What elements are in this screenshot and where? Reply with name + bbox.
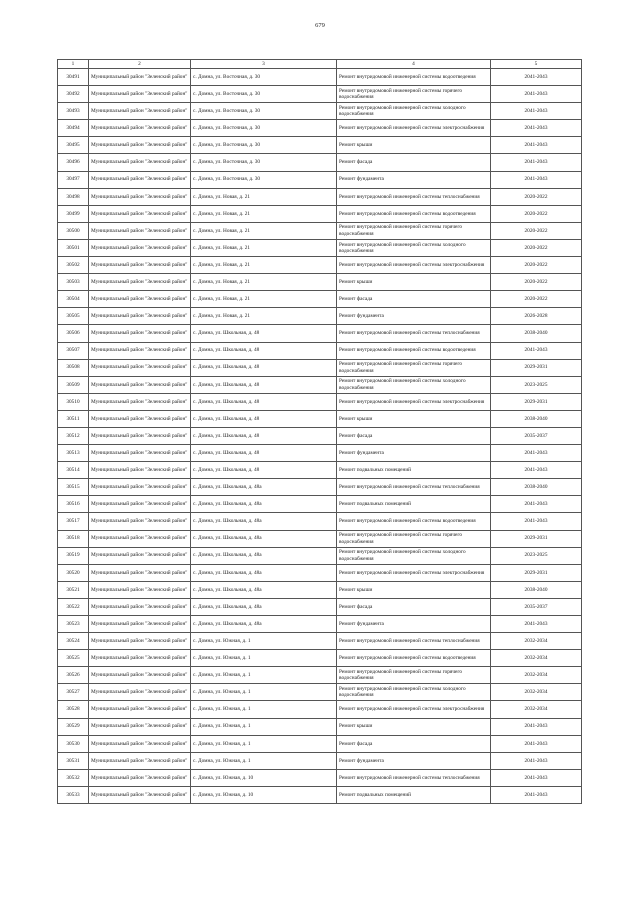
period-cell: 2029-2031 xyxy=(491,530,582,547)
period-cell: 2029-2031 xyxy=(491,359,582,376)
address-cell: с. Домна, ул. Школьная, д. 48 xyxy=(191,410,337,427)
page-number: 679 xyxy=(315,22,325,29)
row-number: 30522 xyxy=(58,598,89,615)
period-cell: 2035-2037 xyxy=(491,598,582,615)
period-cell: 2041-2043 xyxy=(491,69,582,86)
work-type-cell: Ремонт крыши xyxy=(337,274,491,291)
address-cell: с. Домна, ул. Южная, д. 1 xyxy=(191,667,337,684)
work-type-cell: Ремонт подвальных помещений xyxy=(337,786,491,803)
row-number: 30495 xyxy=(58,137,89,154)
work-type-cell: Ремонт крыши xyxy=(337,718,491,735)
district-cell: Муниципальный район "Зеленский район" xyxy=(89,445,191,462)
district-cell: Муниципальный район "Зеленский район" xyxy=(89,137,191,154)
table-row xyxy=(58,222,582,239)
row-number: 30523 xyxy=(58,616,89,633)
table-row xyxy=(58,530,582,547)
period-cell: 2020-2022 xyxy=(491,239,582,256)
row-number: 30518 xyxy=(58,530,89,547)
row-number: 30512 xyxy=(58,427,89,444)
address-cell: с. Домна, ул. Школьная, д. 48а xyxy=(191,581,337,598)
district-cell: Муниципальный район "Зеленский район" xyxy=(89,291,191,308)
district-cell: Муниципальный район "Зеленский район" xyxy=(89,376,191,393)
work-type-cell: Ремонт фасада xyxy=(337,598,491,615)
district-cell: Муниципальный район "Зеленский район" xyxy=(89,257,191,274)
period-cell: 2041-2043 xyxy=(491,137,582,154)
period-cell: 2035-2037 xyxy=(491,427,582,444)
period-cell: 2032-2034 xyxy=(491,684,582,701)
registry-table xyxy=(57,59,582,804)
address-cell: с. Домна, ул. Южная, д. 1 xyxy=(191,752,337,769)
row-number: 30496 xyxy=(58,154,89,171)
table-row xyxy=(58,393,582,410)
period-cell: 2041-2043 xyxy=(491,513,582,530)
period-cell: 2041-2043 xyxy=(491,103,582,120)
row-number: 30527 xyxy=(58,684,89,701)
work-type-cell: Ремонт фундамента xyxy=(337,752,491,769)
work-type-cell: Ремонт внутридомовой инженерной системы теплоснабжения xyxy=(337,188,491,205)
row-number: 30524 xyxy=(58,633,89,650)
address-cell: с. Домна, ул. Школьная, д. 48а xyxy=(191,513,337,530)
table-row xyxy=(58,291,582,308)
row-number: 30497 xyxy=(58,171,89,188)
work-type-cell: Ремонт внутридомовой инженерной системы холодного водоснабжения xyxy=(337,547,491,564)
table-row xyxy=(58,274,582,291)
table-row xyxy=(58,769,582,786)
table-row xyxy=(58,171,582,188)
row-number: 30494 xyxy=(58,120,89,137)
work-type-cell: Ремонт внутридомовой инженерной системы водоотведения xyxy=(337,650,491,667)
period-cell: 2020-2022 xyxy=(491,291,582,308)
district-cell: Муниципальный район "Зеленский район" xyxy=(89,479,191,496)
district-cell: Муниципальный район "Зеленский район" xyxy=(89,598,191,615)
row-number: 30504 xyxy=(58,291,89,308)
table-row xyxy=(58,701,582,718)
period-cell: 2041-2043 xyxy=(491,786,582,803)
table-row xyxy=(58,752,582,769)
district-cell: Муниципальный район "Зеленский район" xyxy=(89,547,191,564)
district-cell: Муниципальный район "Зеленский район" xyxy=(89,667,191,684)
district-cell: Муниципальный район "Зеленский район" xyxy=(89,684,191,701)
row-number: 30498 xyxy=(58,188,89,205)
district-cell: Муниципальный район "Зеленский район" xyxy=(89,103,191,120)
address-cell: с. Домна, ул. Школьная, д. 48а xyxy=(191,564,337,581)
work-type-cell: Ремонт внутридомовой инженерной системы теплоснабжения xyxy=(337,325,491,342)
district-cell: Муниципальный район "Зеленский район" xyxy=(89,752,191,769)
row-number: 30509 xyxy=(58,376,89,393)
address-cell: с. Домна, ул. Южная, д. 1 xyxy=(191,633,337,650)
period-cell: 2041-2043 xyxy=(491,120,582,137)
address-cell: с. Домна, ул. Восточная, д. 30 xyxy=(191,171,337,188)
column-number-row xyxy=(58,60,582,69)
district-cell: Муниципальный район "Зеленский район" xyxy=(89,154,191,171)
row-number: 30501 xyxy=(58,239,89,256)
district-cell: Муниципальный район "Зеленский район" xyxy=(89,171,191,188)
address-cell: с. Домна, ул. Школьная, д. 48 xyxy=(191,393,337,410)
district-cell: Муниципальный район "Зеленский район" xyxy=(89,342,191,359)
address-cell: с. Домна, ул. Южная, д. 1 xyxy=(191,684,337,701)
address-cell: с. Домна, ул. Школьная, д. 48а xyxy=(191,547,337,564)
row-number: 30511 xyxy=(58,410,89,427)
row-number: 30505 xyxy=(58,308,89,325)
district-cell: Муниципальный район "Зеленский район" xyxy=(89,274,191,291)
district-cell: Муниципальный район "Зеленский район" xyxy=(89,496,191,513)
work-type-cell: Ремонт внутридомовой инженерной системы холодного водоснабжения xyxy=(337,684,491,701)
address-cell: с. Домна, ул. Восточная, д. 30 xyxy=(191,69,337,86)
district-cell: Муниципальный район "Зеленский район" xyxy=(89,359,191,376)
row-number: 30525 xyxy=(58,650,89,667)
address-cell: с. Домна, ул. Восточная, д. 30 xyxy=(191,86,337,103)
table-row xyxy=(58,667,582,684)
address-cell: с. Домна, ул. Школьная, д. 48а xyxy=(191,616,337,633)
work-type-cell: Ремонт внутридомовой инженерной системы водоотведения xyxy=(337,69,491,86)
district-cell: Муниципальный район "Зеленский район" xyxy=(89,120,191,137)
row-number: 30515 xyxy=(58,479,89,496)
period-cell: 2023-2025 xyxy=(491,547,582,564)
row-number: 30514 xyxy=(58,462,89,479)
address-cell: с. Домна, ул. Восточная, д. 30 xyxy=(191,103,337,120)
period-cell: 2038-2040 xyxy=(491,325,582,342)
row-number: 30532 xyxy=(58,769,89,786)
work-type-cell: Ремонт внутридомовой инженерной системы электроснабжения xyxy=(337,120,491,137)
district-cell: Муниципальный район "Зеленский район" xyxy=(89,786,191,803)
work-type-cell: Ремонт фундамента xyxy=(337,308,491,325)
period-cell: 2023-2025 xyxy=(491,376,582,393)
table-row xyxy=(58,616,582,633)
period-cell: 2041-2043 xyxy=(491,496,582,513)
work-type-cell: Ремонт фундамента xyxy=(337,171,491,188)
table-row xyxy=(58,513,582,530)
row-number: 30492 xyxy=(58,86,89,103)
row-number: 30503 xyxy=(58,274,89,291)
table-row xyxy=(58,188,582,205)
row-number: 30521 xyxy=(58,581,89,598)
work-type-cell: Ремонт внутридомовой инженерной системы электроснабжения xyxy=(337,393,491,410)
work-type-cell: Ремонт подвальных помещений xyxy=(337,462,491,479)
work-type-cell: Ремонт фасада xyxy=(337,291,491,308)
table-row xyxy=(58,462,582,479)
table-row xyxy=(58,496,582,513)
column-header: 1 xyxy=(58,60,89,69)
work-type-cell: Ремонт внутридомовой инженерной системы электроснабжения xyxy=(337,701,491,718)
table-row xyxy=(58,103,582,120)
district-cell: Муниципальный район "Зеленский район" xyxy=(89,393,191,410)
period-cell: 2041-2043 xyxy=(491,735,582,752)
table-row xyxy=(58,376,582,393)
work-type-cell: Ремонт крыши xyxy=(337,137,491,154)
work-type-cell: Ремонт внутридомовой инженерной системы холодного водоснабжения xyxy=(337,103,491,120)
address-cell: с. Домна, ул. Восточная, д. 30 xyxy=(191,154,337,171)
row-number: 30507 xyxy=(58,342,89,359)
district-cell: Муниципальный район "Зеленский район" xyxy=(89,462,191,479)
address-cell: с. Домна, ул. Южная, д. 1 xyxy=(191,701,337,718)
period-cell: 2041-2043 xyxy=(491,769,582,786)
address-cell: с. Домна, ул. Школьная, д. 48а xyxy=(191,479,337,496)
row-number: 30519 xyxy=(58,547,89,564)
district-cell: Муниципальный район "Зеленский район" xyxy=(89,69,191,86)
district-cell: Муниципальный район "Зеленский район" xyxy=(89,581,191,598)
work-type-cell: Ремонт внутридомовой инженерной системы горячего водоснабжения xyxy=(337,359,491,376)
work-type-cell: Ремонт фундамента xyxy=(337,445,491,462)
table-row xyxy=(58,86,582,103)
district-cell: Муниципальный район "Зеленский район" xyxy=(89,701,191,718)
address-cell: с. Домна, ул. Школьная, д. 48 xyxy=(191,427,337,444)
work-type-cell: Ремонт внутридомовой инженерной системы электроснабжения xyxy=(337,257,491,274)
period-cell: 2029-2031 xyxy=(491,393,582,410)
table-row xyxy=(58,120,582,137)
table-row xyxy=(58,137,582,154)
work-type-cell: Ремонт крыши xyxy=(337,410,491,427)
district-cell: Муниципальный район "Зеленский район" xyxy=(89,86,191,103)
row-number: 30531 xyxy=(58,752,89,769)
address-cell: с. Домна, ул. Новая, д. 21 xyxy=(191,188,337,205)
work-type-cell: Ремонт внутридомовой инженерной системы водоотведения xyxy=(337,513,491,530)
work-type-cell: Ремонт внутридомовой инженерной системы горячего водоснабжения xyxy=(337,222,491,239)
period-cell: 2041-2043 xyxy=(491,752,582,769)
column-header: 5 xyxy=(491,60,582,69)
address-cell: с. Домна, ул. Школьная, д. 48 xyxy=(191,342,337,359)
address-cell: с. Домна, ул. Восточная, д. 30 xyxy=(191,120,337,137)
district-cell: Муниципальный район "Зеленский район" xyxy=(89,513,191,530)
period-cell: 2020-2022 xyxy=(491,257,582,274)
address-cell: с. Домна, ул. Новая, д. 21 xyxy=(191,222,337,239)
row-number: 30499 xyxy=(58,205,89,222)
table-row xyxy=(58,445,582,462)
period-cell: 2038-2040 xyxy=(491,479,582,496)
district-cell: Муниципальный район "Зеленский район" xyxy=(89,769,191,786)
district-cell: Муниципальный район "Зеленский район" xyxy=(89,718,191,735)
table-row xyxy=(58,257,582,274)
address-cell: с. Домна, ул. Южная, д. 1 xyxy=(191,650,337,667)
row-number: 30491 xyxy=(58,69,89,86)
period-cell: 2038-2040 xyxy=(491,410,582,427)
period-cell: 2026-2028 xyxy=(491,308,582,325)
table-row xyxy=(58,650,582,667)
row-number: 30530 xyxy=(58,735,89,752)
work-type-cell: Ремонт внутридомовой инженерной системы теплоснабжения xyxy=(337,769,491,786)
period-cell: 2041-2043 xyxy=(491,86,582,103)
address-cell: с. Домна, ул. Школьная, д. 48 xyxy=(191,445,337,462)
address-cell: с. Домна, ул. Школьная, д. 48 xyxy=(191,359,337,376)
period-cell: 2038-2040 xyxy=(491,581,582,598)
period-cell: 2020-2022 xyxy=(491,274,582,291)
address-cell: с. Домна, ул. Школьная, д. 48 xyxy=(191,325,337,342)
row-number: 30529 xyxy=(58,718,89,735)
table-row xyxy=(58,325,582,342)
period-cell: 2020-2022 xyxy=(491,188,582,205)
table-row xyxy=(58,564,582,581)
row-number: 30533 xyxy=(58,786,89,803)
row-number: 30517 xyxy=(58,513,89,530)
row-number: 30508 xyxy=(58,359,89,376)
period-cell: 2041-2043 xyxy=(491,171,582,188)
address-cell: с. Домна, ул. Новая, д. 21 xyxy=(191,291,337,308)
address-cell: с. Домна, ул. Южная, д. 10 xyxy=(191,769,337,786)
row-number: 30526 xyxy=(58,667,89,684)
row-number: 30510 xyxy=(58,393,89,410)
district-cell: Муниципальный район "Зеленский район" xyxy=(89,633,191,650)
table-row xyxy=(58,239,582,256)
table-row xyxy=(58,479,582,496)
district-cell: Муниципальный район "Зеленский район" xyxy=(89,410,191,427)
row-number: 30502 xyxy=(58,257,89,274)
district-cell: Муниципальный район "Зеленский район" xyxy=(89,427,191,444)
address-cell: с. Домна, ул. Новая, д. 21 xyxy=(191,257,337,274)
work-type-cell: Ремонт внутридомовой инженерной системы холодного водоснабжения xyxy=(337,376,491,393)
district-cell: Муниципальный район "Зеленский район" xyxy=(89,325,191,342)
work-type-cell: Ремонт фасада xyxy=(337,735,491,752)
district-cell: Муниципальный район "Зеленский район" xyxy=(89,735,191,752)
address-cell: с. Домна, ул. Школьная, д. 48а xyxy=(191,598,337,615)
row-number: 30500 xyxy=(58,222,89,239)
row-number: 30516 xyxy=(58,496,89,513)
table-row xyxy=(58,359,582,376)
address-cell: с. Домна, ул. Восточная, д. 30 xyxy=(191,137,337,154)
period-cell: 2041-2043 xyxy=(491,462,582,479)
district-cell: Муниципальный район "Зеленский район" xyxy=(89,239,191,256)
address-cell: с. Домна, ул. Южная, д. 10 xyxy=(191,786,337,803)
period-cell: 2041-2043 xyxy=(491,342,582,359)
row-number: 30513 xyxy=(58,445,89,462)
row-number: 30528 xyxy=(58,701,89,718)
table-row xyxy=(58,598,582,615)
address-cell: с. Домна, ул. Школьная, д. 48а xyxy=(191,496,337,513)
table-row xyxy=(58,205,582,222)
row-number: 30520 xyxy=(58,564,89,581)
address-cell: с. Домна, ул. Новая, д. 21 xyxy=(191,274,337,291)
period-cell: 2032-2034 xyxy=(491,633,582,650)
address-cell: с. Домна, ул. Южная, д. 1 xyxy=(191,735,337,752)
work-type-cell: Ремонт фундамента xyxy=(337,616,491,633)
column-header: 2 xyxy=(89,60,191,69)
table-row xyxy=(58,342,582,359)
district-cell: Муниципальный район "Зеленский район" xyxy=(89,564,191,581)
district-cell: Муниципальный район "Зеленский район" xyxy=(89,188,191,205)
period-cell: 2032-2034 xyxy=(491,701,582,718)
work-type-cell: Ремонт фасада xyxy=(337,427,491,444)
district-cell: Муниципальный район "Зеленский район" xyxy=(89,530,191,547)
period-cell: 2020-2022 xyxy=(491,205,582,222)
work-type-cell: Ремонт внутридомовой инженерной системы холодного водоснабжения xyxy=(337,239,491,256)
table-row xyxy=(58,718,582,735)
period-cell: 2041-2043 xyxy=(491,154,582,171)
work-type-cell: Ремонт внутридомовой инженерной системы горячего водоснабжения xyxy=(337,86,491,103)
address-cell: с. Домна, ул. Новая, д. 21 xyxy=(191,239,337,256)
row-number: 30506 xyxy=(58,325,89,342)
table-row xyxy=(58,633,582,650)
period-cell: 2029-2031 xyxy=(491,564,582,581)
period-cell: 2041-2043 xyxy=(491,445,582,462)
period-cell: 2032-2034 xyxy=(491,667,582,684)
row-number: 30493 xyxy=(58,103,89,120)
period-cell: 2041-2043 xyxy=(491,616,582,633)
address-cell: с. Домна, ул. Новая, д. 21 xyxy=(191,205,337,222)
work-type-cell: Ремонт внутридомовой инженерной системы водоотведения xyxy=(337,342,491,359)
period-cell: 2032-2034 xyxy=(491,650,582,667)
table-row xyxy=(58,735,582,752)
period-cell: 2041-2043 xyxy=(491,718,582,735)
table-row xyxy=(58,547,582,564)
work-type-cell: Ремонт фасада xyxy=(337,154,491,171)
district-cell: Муниципальный район "Зеленский район" xyxy=(89,616,191,633)
table-row xyxy=(58,786,582,803)
period-cell: 2020-2022 xyxy=(491,222,582,239)
address-cell: с. Домна, ул. Новая, д. 21 xyxy=(191,308,337,325)
district-cell: Муниципальный район "Зеленский район" xyxy=(89,308,191,325)
work-type-cell: Ремонт внутридомовой инженерной системы горячего водоснабжения xyxy=(337,667,491,684)
work-type-cell: Ремонт внутридомовой инженерной системы горячего водоснабжения xyxy=(337,530,491,547)
table-row xyxy=(58,154,582,171)
table-row xyxy=(58,308,582,325)
address-cell: с. Домна, ул. Школьная, д. 48а xyxy=(191,530,337,547)
address-cell: с. Домна, ул. Школьная, д. 48 xyxy=(191,376,337,393)
district-cell: Муниципальный район "Зеленский район" xyxy=(89,650,191,667)
work-type-cell: Ремонт крыши xyxy=(337,581,491,598)
table-row xyxy=(58,427,582,444)
work-type-cell: Ремонт внутридомовой инженерной системы теплоснабжения xyxy=(337,479,491,496)
column-header: 3 xyxy=(191,60,337,69)
work-type-cell: Ремонт внутридомовой инженерной системы теплоснабжения xyxy=(337,633,491,650)
table-body xyxy=(58,69,582,804)
district-cell: Муниципальный район "Зеленский район" xyxy=(89,222,191,239)
column-header: 4 xyxy=(337,60,491,69)
work-type-cell: Ремонт внутридомовой инженерной системы электроснабжения xyxy=(337,564,491,581)
work-type-cell: Ремонт подвальных помещений xyxy=(337,496,491,513)
district-cell: Муниципальный район "Зеленский район" xyxy=(89,205,191,222)
table-row xyxy=(58,69,582,86)
work-type-cell: Ремонт внутридомовой инженерной системы водоотведения xyxy=(337,205,491,222)
address-cell: с. Домна, ул. Школьная, д. 48 xyxy=(191,462,337,479)
table-row xyxy=(58,410,582,427)
table-row xyxy=(58,581,582,598)
table-row xyxy=(58,684,582,701)
address-cell: с. Домна, ул. Южная, д. 1 xyxy=(191,718,337,735)
